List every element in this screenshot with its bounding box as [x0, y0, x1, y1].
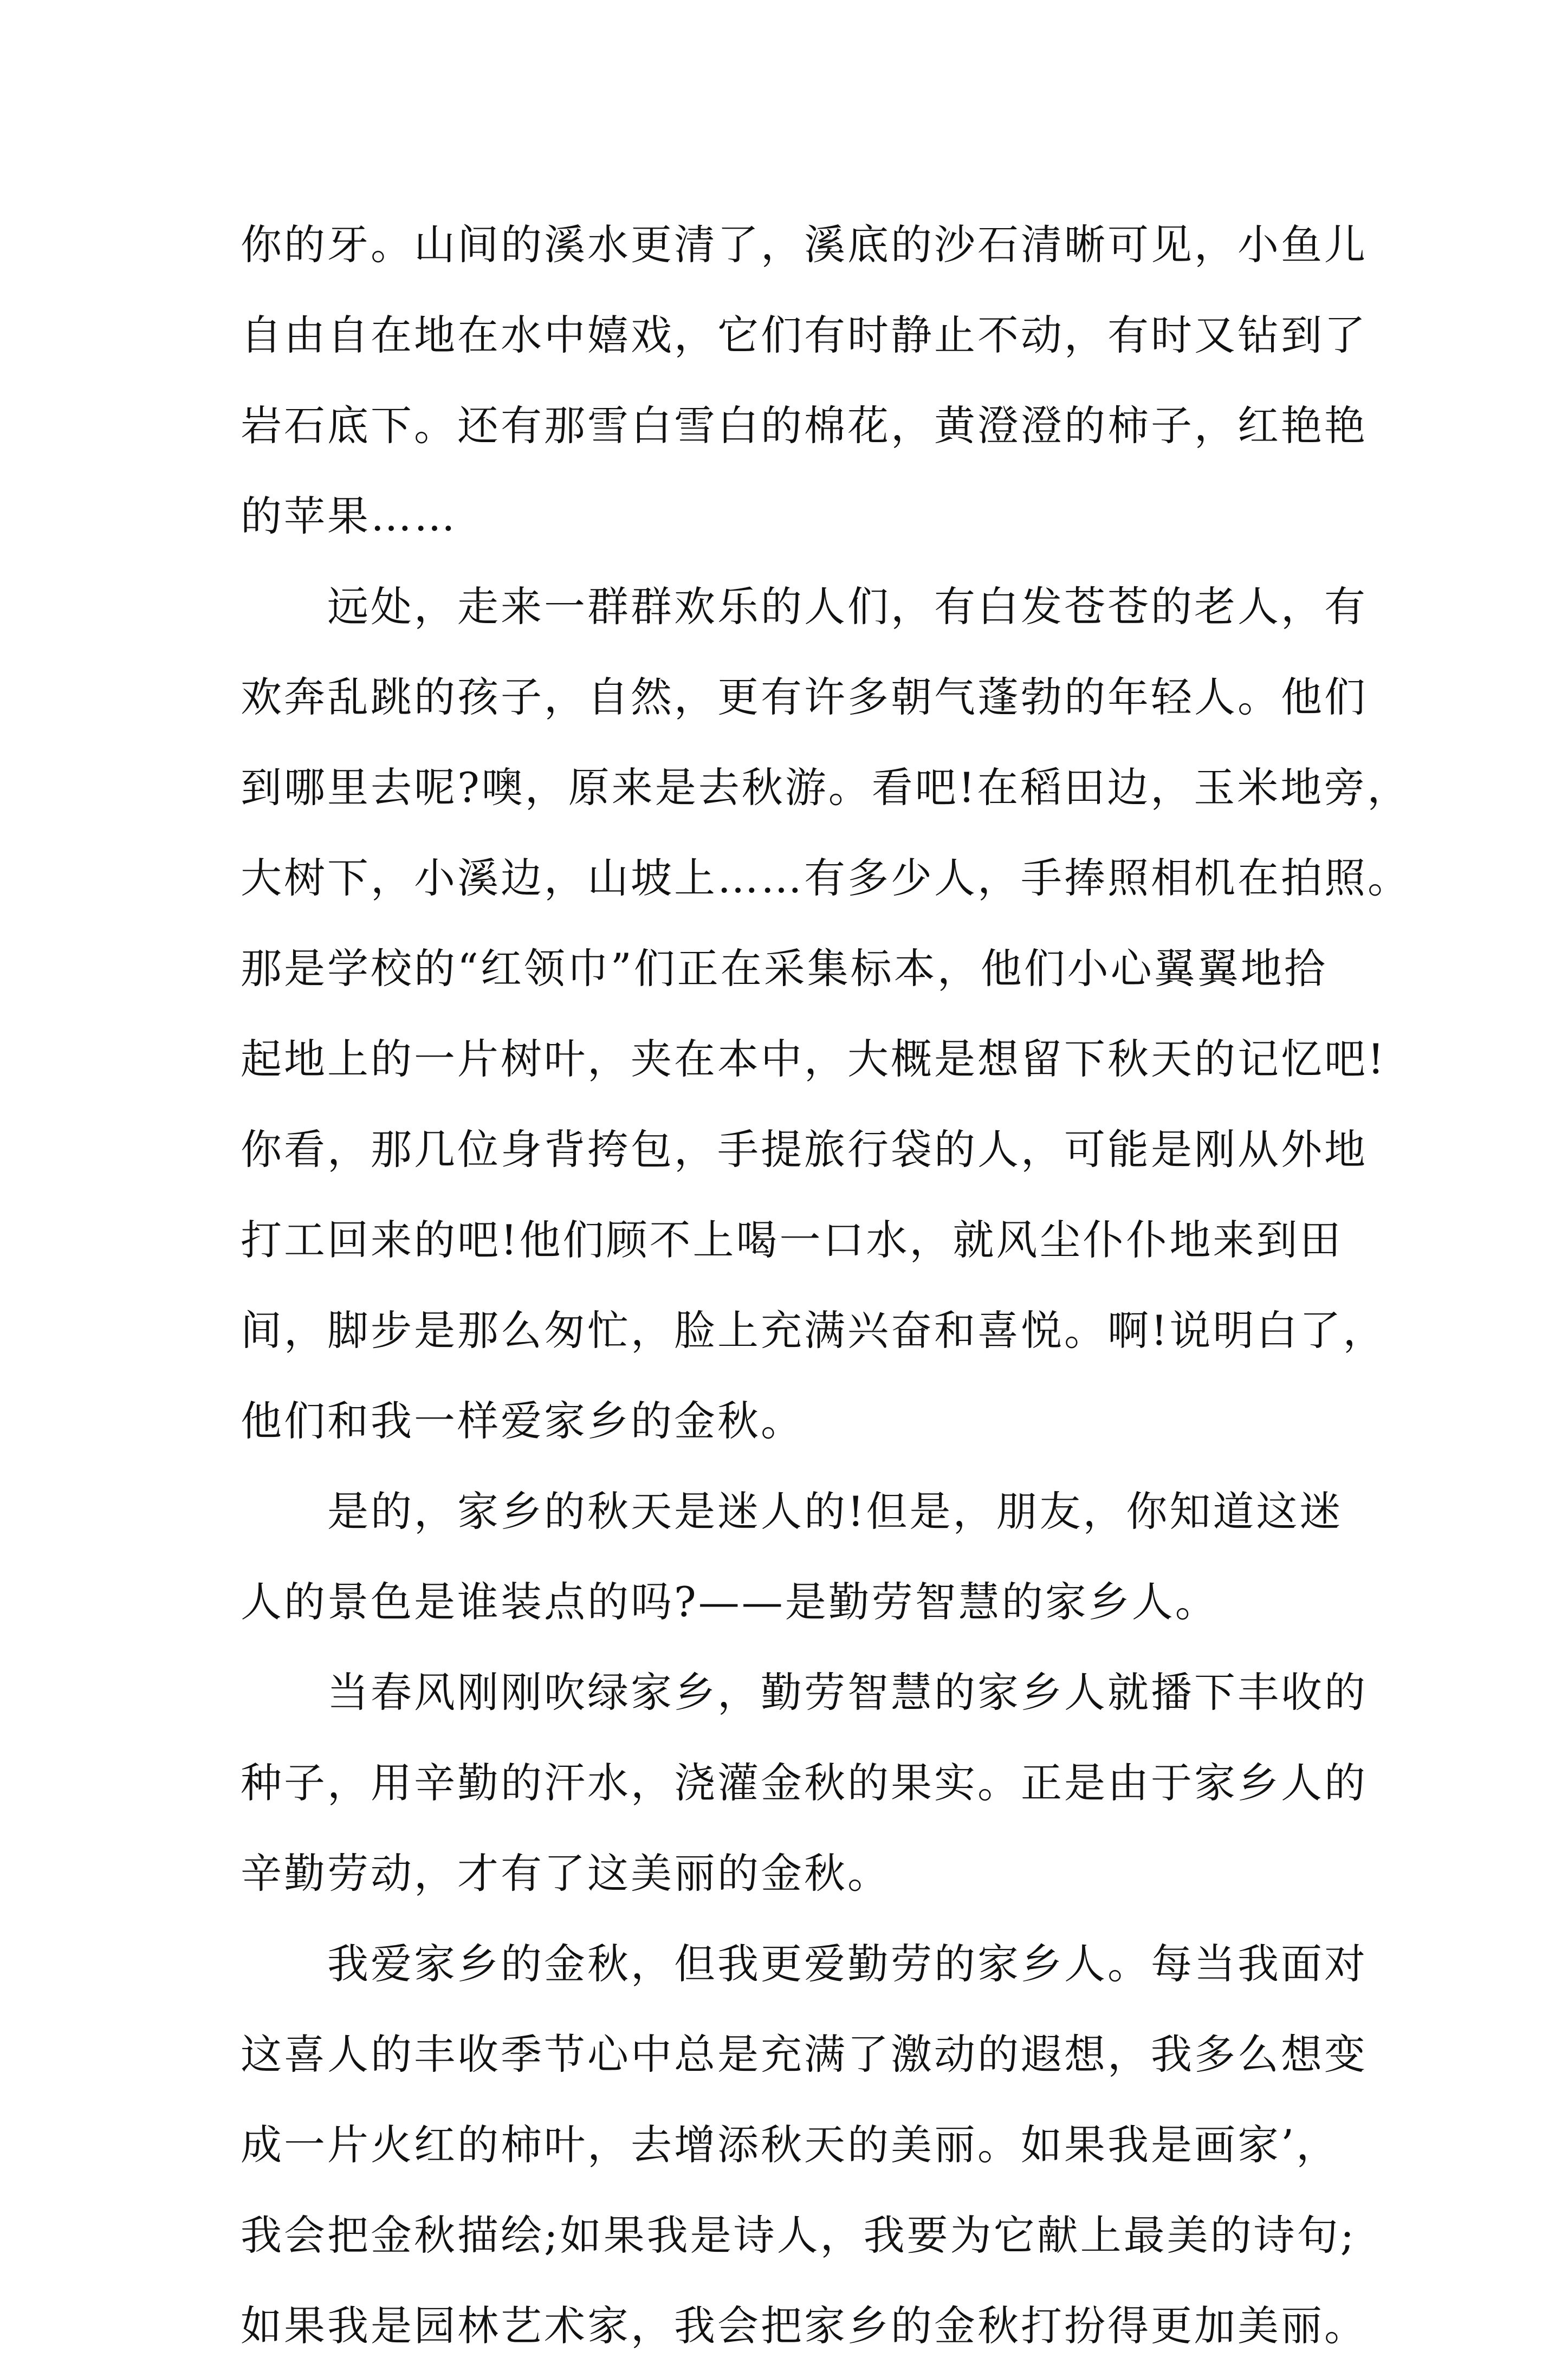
text-line: 起地上的一片树叶，夹在本中，大概是想留下秋天的记忆吧!	[241, 1035, 1386, 1083]
text-line: 到哪里去呢?噢，原来是去秋游。看吧!在稻田边，玉米地旁，	[241, 763, 1411, 812]
text-line: 我会把金秋描绘;如果我是诗人，我要为它献上最美的诗句;	[241, 2211, 1357, 2259]
text-line: 人的景色是谁装点的吗?——是勤劳智慧的家乡人。	[241, 1578, 1219, 1626]
text-line: 那是学校的“红领巾”们正在采集标本，他们小心翼翼地拾	[241, 944, 1327, 993]
text-line: 你看，那几位身背挎包，手提旅行袋的人，可能是刚从外地	[241, 1125, 1368, 1174]
text-line: 大树下，小溪边，山坡上……有多少人，手捧照相机在拍照。	[241, 854, 1411, 902]
text-line: 远处，走来一群群欢乐的人们，有白发苍苍的老人，有	[241, 582, 1368, 631]
text-line: 种子，用辛勤的汗水，浇灌金秋的果实。正是由于家乡人的	[241, 1759, 1368, 1807]
text-line: 是的，家乡的秋天是迷人的!但是，朋友，你知道这迷	[241, 1487, 1343, 1536]
text-line: 岩石底下。还有那雪白雪白的棉花，黄澄澄的柿子，红艳艳	[241, 401, 1368, 450]
text-line: 打工回来的吧!他们顾不上喝一口水，就风尘仆仆地来到田	[241, 1216, 1343, 1264]
text-line: 欢奔乱跳的孩子，自然，更有许多朝气蓬勃的年轻人。他们	[241, 673, 1368, 721]
text-line: 成一片火红的柿叶，去增添秋天的美丽。如果我是画家’，	[241, 2121, 1340, 2169]
text-line: 我爱家乡的金秋，但我更爱勤劳的家乡人。每当我面对	[241, 1940, 1368, 1988]
text-line: 当春风刚刚吹绿家乡，勤劳智慧的家乡人就播下丰收的	[241, 1668, 1368, 1716]
text-line: 你的牙。山间的溪水更清了，溪底的沙石清晰可见，小鱼儿	[241, 221, 1368, 269]
text-line: 自由自在地在水中嬉戏，它们有时静止不动，有时又钻到了	[241, 311, 1368, 359]
essay-text	[241, 199, 1411, 2371]
text-line: 这喜人的丰收季节心中总是充满了激动的遐想，我多么想变	[241, 2030, 1368, 2078]
text-line: 间，脚步是那么匆忙，脸上充满兴奋和喜悦。啊!说明白了，	[241, 1306, 1386, 1355]
text-line: 辛勤劳动，才有了这美丽的金秋。	[241, 1849, 891, 1897]
text-line: 的苹果……	[241, 492, 457, 540]
text-line: 他们和我一样爱家乡的金秋。	[241, 1397, 804, 1445]
text-line: 如果我是园林艺术家，我会把家乡的金秋打扮得更加美丽。	[241, 2302, 1368, 2350]
